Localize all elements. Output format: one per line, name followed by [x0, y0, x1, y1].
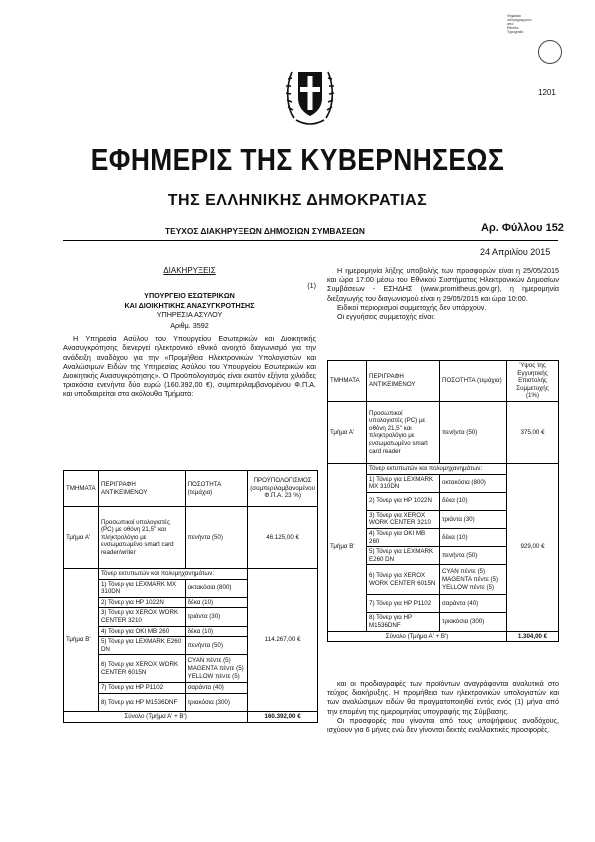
part-b-guarantee: 929,00 € [507, 463, 559, 631]
part-a-qty: πενήντα (50) [440, 401, 507, 463]
part-a-label: Τμήμα Α' [328, 401, 367, 463]
header-cell: ΤΜΗΜΑΤΑ [64, 471, 99, 507]
guarantee-table [327, 360, 559, 642]
table-row: 2) Τόνερ για HP 1022N [98, 597, 185, 608]
header-cell: ΤΜΗΜΑΤΑ [328, 361, 367, 402]
table-row: CYAN πέντε (5) MAGENTA πέντε (5) YELLOW πέντε (5) [185, 655, 248, 683]
part-b-label: Τμήμα Β' [64, 569, 99, 712]
left-column [63, 266, 316, 399]
table-row: 2) Τόνερ για HP 1022N [367, 492, 440, 510]
part-b-label: Τμήμα Β' [328, 463, 367, 631]
table-row: 4) Τόνερ για OKI MB 260 [367, 528, 440, 546]
restrictions-paragraph: Ειδικοί περιορισμοί συμμετοχής δεν υπάρχουν. [337, 302, 487, 312]
table-row: 8) Τόνερ για HP M1536DNF [367, 613, 440, 631]
table-row: CYAN πέντε (5) MAGENTA πέντε (5) YELLOW πέντε (5) [440, 565, 507, 595]
notice-paragraph: Η Υπηρεσία Ασύλου του Υπουργείου Εσωτερικών και Διοικητικής Ανασυγκρότησης διενεργεί ηλεκτρονικό εθνικό ανοιχτό διαγωνισμό για την ανάδειξη αναδόχου για την «Προμήθεια Ηλεκτρονικών Υπολογιστών και Αναλώσιμων Ειδών της Υπηρεσίας Ασύλου του Υπουργείου Εσωτερικών και Διοικητικής Ανασυγκρότησης». Ο Προϋπολογισμός είναι εκατόν εξήντα χιλιάδες τριακόσια ενενήντα δύο ευρώ (160.392,00 €), συμπεριλαμβανομένου Φ.Π.Α. και υποδιαιρείται στα ακόλουθα Τμήματα: [63, 334, 316, 399]
table-row: δέκα (10) [185, 597, 248, 608]
part-a-desc: Προσωπικοί υπολογιστές (PC) με οθόνη 21,5'' και πληκτρολόγιο με ενσωματωμένο smart card reader/writer [98, 507, 185, 569]
table-row: 6) Τόνερ για XEROX WORK CENTER 6015N [367, 565, 440, 595]
table-row: 8) Τόνερ για HP M1536DNF [98, 693, 185, 711]
part-a-budget: 46.125,00 € [248, 507, 318, 569]
header-cell: ΠΟΣΟΤΗΤΑ (τεμάχια) [185, 471, 248, 507]
sheet-number: Αρ. Φύλλου 152 [481, 222, 564, 234]
table-row: δέκα (10) [440, 492, 507, 510]
header-cell: Ύψος της Εγγυητικής Επιστολής Συμμετοχής (1%) [507, 361, 559, 402]
table-row: τριάντα (30) [440, 510, 507, 528]
protocol-number: Αριθμ. 3592 [170, 321, 209, 331]
section-heading: ΔΙΑΚΗΡΥΞΕΙΣ [163, 266, 216, 275]
table-row: 7) Τόνερ για HP P1102 [367, 595, 440, 613]
digital-signature-stamp [507, 14, 541, 34]
table-row: 4) Τόνερ για OKI MB 260 [98, 626, 185, 637]
table-row: 6) Τόνερ για XEROX WORK CENTER 6015N [98, 655, 185, 683]
notice-ref: (1) [307, 281, 316, 291]
total-label: Σύνολο (Τμήμα Α' + Β') [64, 711, 248, 722]
right-column [327, 266, 559, 321]
header-divider [63, 240, 558, 241]
header-cell: ΠΟΣΟΤΗΤΑ (τεμάχια) [440, 361, 507, 402]
guarantees-paragraph: Οι εγγυήσεις συμμετοχής είναι: [337, 312, 435, 322]
deadline-paragraph: Η ημερομηνία λήξης υποβολής των προσφορών είναι η 25/05/2015 και ώρα 17:00 μέσω του Εθνικού Συστήματος Ηλεκτρονικών Δημοσίων Συμβάσεων - ΕΣΗΔΗΣ (www.promitheus.gov.gr), η ημερομηνία διεξαγωγής του διαγωνισμού είναι η 29/05/2015 και ώρα 10:00. [327, 266, 559, 303]
part-a-qty: πενήντα (50) [185, 507, 248, 569]
gazette-title: ΕΦΗΜΕΡΙΣ ΤΗΣ ΚΥΒΕΡΝΗΣΕΩΣ [90, 142, 505, 177]
table-row: σαράντα (40) [440, 595, 507, 613]
issue-date: 24 Απριλίου 2015 [480, 247, 551, 257]
header-cell: ΠΡΟΫΠΟΛΟΓΙΣΜΟΣ (συμπεριλαμβανομένου Φ.Π.Α. 23 %) [248, 471, 318, 507]
specs-paragraph: και οι προδιαγραφές των προϊόντων αναγράφονται αναλυτικά στο τεύχος διακήρυξης. Η προμήθεια των ηλεκτρονικών υπολογιστών και των αναλώσιμων ειδών θα πραγματοποιηθεί εντός ενός (1) μήνα από την επομένη της ημερομηνίας υπογραφής της Σύμβασης. [327, 679, 559, 716]
greek-coat-of-arms-icon [284, 58, 336, 130]
table-row: τριακόσια (300) [185, 693, 248, 711]
budget-table [63, 470, 318, 723]
ministry-name: ΥΠΟΥΡΓΕΙΟ ΕΣΩΤΕΡΙΚΩΝ [144, 291, 235, 301]
table-row: 3) Τόνερ για XEROX WORK CENTER 3210 [367, 510, 440, 528]
header-cell: ΠΕΡΙΓΡΑΦΗ ΑΝΤΙΚΕΙΜΕΝΟΥ [367, 361, 440, 402]
right-column-after-table [327, 679, 559, 734]
part-a-desc: Προσωπικοί υπολογιστές (PC) με οθόνη 21,5'' και πληκτρολόγιο με ενσωματωμένο smart card reader [367, 401, 440, 463]
ministry-name-2: ΚΑΙ ΔΙΟΙΚΗΤΙΚΗΣ ΑΝΑΣΥΓΚΡΟΤΗΣΗΣ [124, 300, 255, 310]
stamp-line: Typografio [507, 30, 524, 34]
table-row: οκτακόσια (800) [185, 579, 248, 597]
page-number: 1201 [538, 88, 556, 97]
service-name: ΥΠΗΡΕΣΙΑ ΑΣΥΛΟΥ [156, 309, 223, 319]
table-row: πενήντα (50) [440, 547, 507, 565]
table-row: 1) Τόνερ για LEXMARK MX 310DN [367, 474, 440, 492]
table-row: οκτακόσια (800) [440, 474, 507, 492]
signature-seal-icon [538, 40, 562, 64]
stamp-line: από [507, 22, 514, 26]
part-b-intro: Τόνερ εκτυπωτών και πολυμηχανημάτων: [367, 463, 507, 474]
table-row: 1) Τόνερ για LEXMARK MX 310DN [98, 579, 185, 597]
part-b-intro: Τόνερ εκτυπωτών και πολυμηχανημάτων: [98, 569, 247, 580]
stamp-line: υπογεγραμμένο [507, 18, 532, 22]
part-a-guarantee: 375,00 € [507, 401, 559, 463]
table-row: 3) Τόνερ για XEROX WORK CENTER 3210 [98, 608, 185, 626]
table-row: τριακόσια (300) [440, 613, 507, 631]
stamp-line: Ethniko [507, 26, 519, 30]
table-row: τριάντα (30) [185, 608, 248, 626]
issue-label: ΤΕΥΧΟΣ ΔΙΑΚΗΡΥΞΕΩΝ ΔΗΜΟΣΙΩΝ ΣΥΜΒΑΣΕΩΝ [165, 226, 365, 236]
total-label: Σύνολο (Τμήμα Α' + Β') [328, 631, 507, 642]
total-value: 160.392,00 € [248, 711, 318, 722]
table-row: 7) Τόνερ για HP P1102 [98, 683, 185, 694]
stamp-line: Ψηφιακά [507, 14, 521, 18]
total-value: 1.304,00 € [507, 631, 559, 642]
table-row: 5) Τόνερ για LEXMARK E260 DN [367, 547, 440, 565]
part-a-label: Τμήμα Α' [64, 507, 99, 569]
table-row: 5) Τόνερ για LEXMARK E260 DN [98, 637, 185, 655]
gazette-subtitle: ΤΗΣ ΕΛΛΗΝΙΚΗΣ ΔΗΜΟΚΡΑΤΙΑΣ [167, 192, 428, 209]
header-cell: ΠΕΡΙΓΡΑΦΗ ΑΝΤΙΚΕΙΜΕΝΟΥ [98, 471, 185, 507]
table-row: δέκα (10) [440, 528, 507, 546]
table-row: δέκα (10) [185, 626, 248, 637]
table-row: σαράντα (40) [185, 683, 248, 694]
offers-paragraph: Οι προσφορές που γίνονται από τους υποψήφιους αναδόχους, ισχύουν για 6 μήνες ενώ δεν γίνονται δεκτές εναλλακτικές προσφορές. [327, 715, 559, 735]
part-b-budget: 114.267,00 € [248, 569, 318, 712]
table-row: πενήντα (50) [185, 637, 248, 655]
